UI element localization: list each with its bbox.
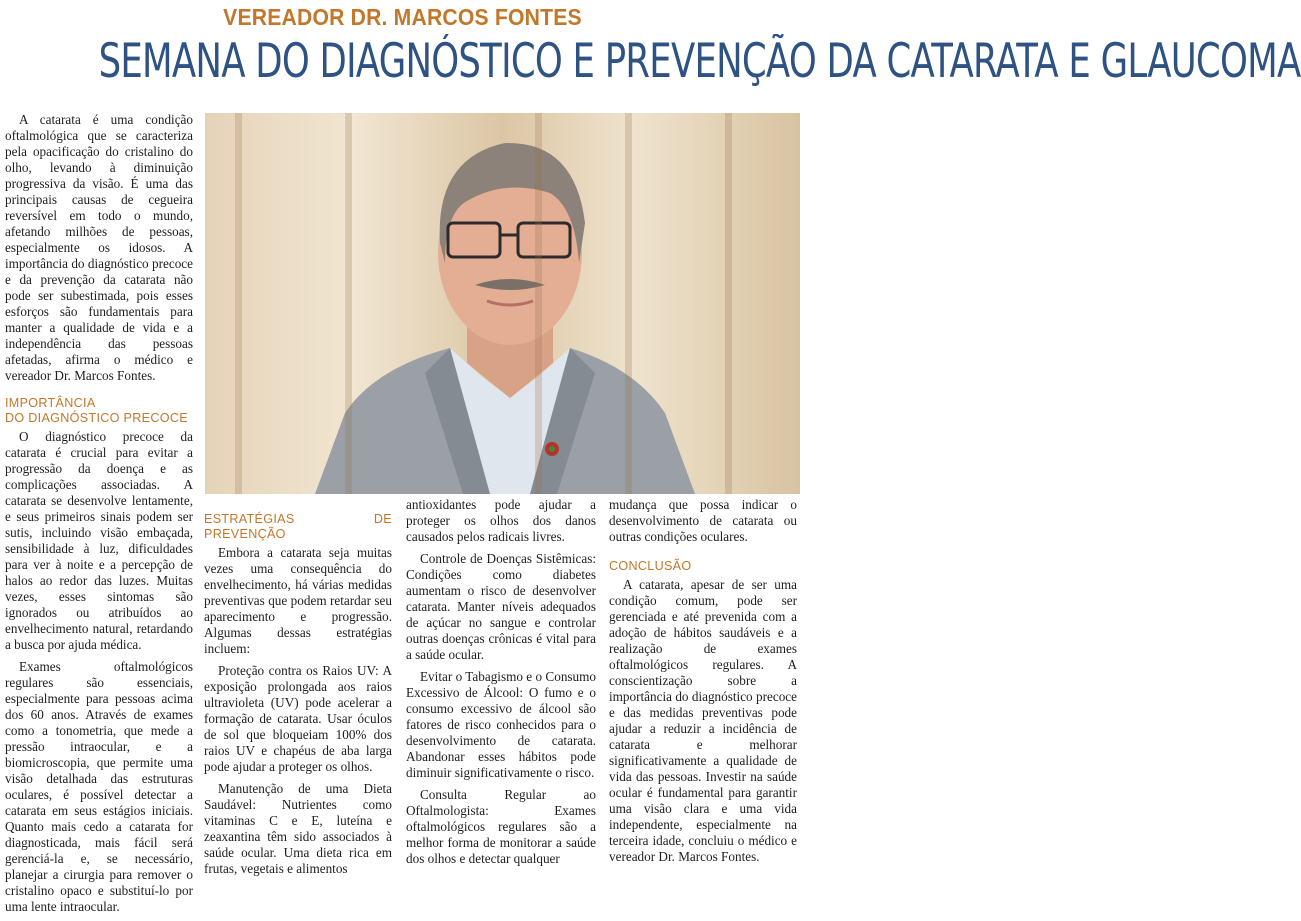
paragraph: Manutenção de uma Dieta Saudável: Nutrientes como vitaminas C e E, luteína e zeaxantina têm sido associados à saúde ocular. Uma dieta rica em frutas, vegetais e alimentos [204,781,392,876]
column-4 [609,497,797,871]
paragraph: Exames oftalmológicos regulares são essenciais, especialmente para pessoas acima dos 60 anos. Através de exames como a tonometria, que mede a pressão intraocular, e a biomicroscopia, que permite uma visão detalhada das estruturas oculares, é possível detectar a catarata em seus estágios iniciais. Quanto mais cedo a catarata for diagnosticada, mais fácil será gerenciá-la e, se necessário, planejar a cirurgia para remover o cristalino opaco e substituí-lo por uma lente intraocular. [5,659,193,914]
column-3 [406,497,596,873]
paragraph: Embora a catarata seja muitas vezes uma consequência do envelhecimento, há várias medidas preventivas que podem retardar seu aparecimento e progressão. Algumas dessas estratégias incluem: [204,545,392,656]
paragraph: Proteção contra os Raios UV: A exposição prolongada aos raios ultravioleta (UV) pode acelerar a formação de catarata. Usar óculos de sol que bloqueiam 100% dos raios UV e chapéus de aba larga pode ajudar a proteger os olhos. [204,663,392,774]
paragraph: Controle de Doenças Sistêmicas: Condições como diabetes aumentam o risco de desenvolver catarata. Manter níveis adequados de açúcar no sangue e controlar outras doenças crônicas é vital para a saúde ocular. [406,551,596,662]
section-heading-conclusion: CONCLUSÃO [609,559,692,573]
paragraph: Consulta Regular ao Oftalmologista: Exames oftalmológicos regulares são a melhor forma de monitorar a saúde dos olhos e detectar qualquer [406,787,596,866]
column-2 [204,506,392,883]
section-heading-importance: IMPORTÂNCIA DO DIAGNÓSTICO PRECOCE [5,396,188,425]
paragraph: O diagnóstico precoce da catarata é crucial para evitar a progressão da doença e as complicações associadas. A catarata se desenvolve lentamente, e seus primeiros sinais podem ser sutis, incluindo visão embaçada, sensibilidade à luz, dificuldades para ver à noite e a percepção de halos ao redor das luzes. Muitas vezes, esses sintomas são ignorados ou atribuídos ao envelhecimento natural, retardando a busca por ajuda médica. [5,429,193,652]
portrait-illustration [205,113,800,494]
section-heading-prevention: ESTRATÉGIAS DE PREVENÇÃO [204,512,392,541]
column-1 [5,112,193,921]
headline: SEMANA DO DIAGNÓSTICO E PREVENÇÃO DA CATARATA E GLAUCOMA [98,34,1301,89]
paragraph: antioxidantes pode ajudar a proteger os olhos dos danos causados pelos radicais livres. [406,497,596,544]
kicker: VEREADOR DR. MARCOS FONTES [223,4,582,30]
portrait-photo [205,113,800,494]
paragraph: mudança que possa indicar o desenvolvimento de catarata ou outras condições oculares. [609,497,797,544]
paragraph: A catarata, apesar de ser uma condição comum, pode ser gerenciada e até prevenida com a adoção de hábitos saudáveis e a realização de exames oftalmológicos regulares. A conscientização sobre a importância do diagnóstico precoce e das medidas preventivas pode ajudar a reduzir a incidência de catarata e melhorar significativamente a qualidade de vida das pessoas. Investir na saúde ocular é fundamental para garantir uma visão clara e uma vida independente, especialmente na terceira idade, concluiu o médico e vereador Dr. Marcos Fontes. [609,577,797,864]
paragraph: Evitar o Tabagismo e o Consumo Excessivo de Álcool: O fumo e o consumo excessivo de álcool são fatores de risco conhecidos para o desenvolvimento de catarata. Abandonar esses hábitos pode diminuir significativamente o risco. [406,669,596,780]
intro-paragraph: A catarata é uma condição oftalmológica que se caracteriza pela opacificação do cristalino do olho, levando à diminuição progressiva da visão. É uma das principais causas de cegueira reversível em todo o mundo, afetando milhões de pessoas, especialmente os idosos. A importância do diagnóstico precoce e da prevenção da catarata não pode ser subestimada, pois esses esforços são fundamentais para manter a qualidade de vida e a independência das pessoas afetadas, afirma o médico e vereador Dr. Marcos Fontes. [5,112,193,383]
